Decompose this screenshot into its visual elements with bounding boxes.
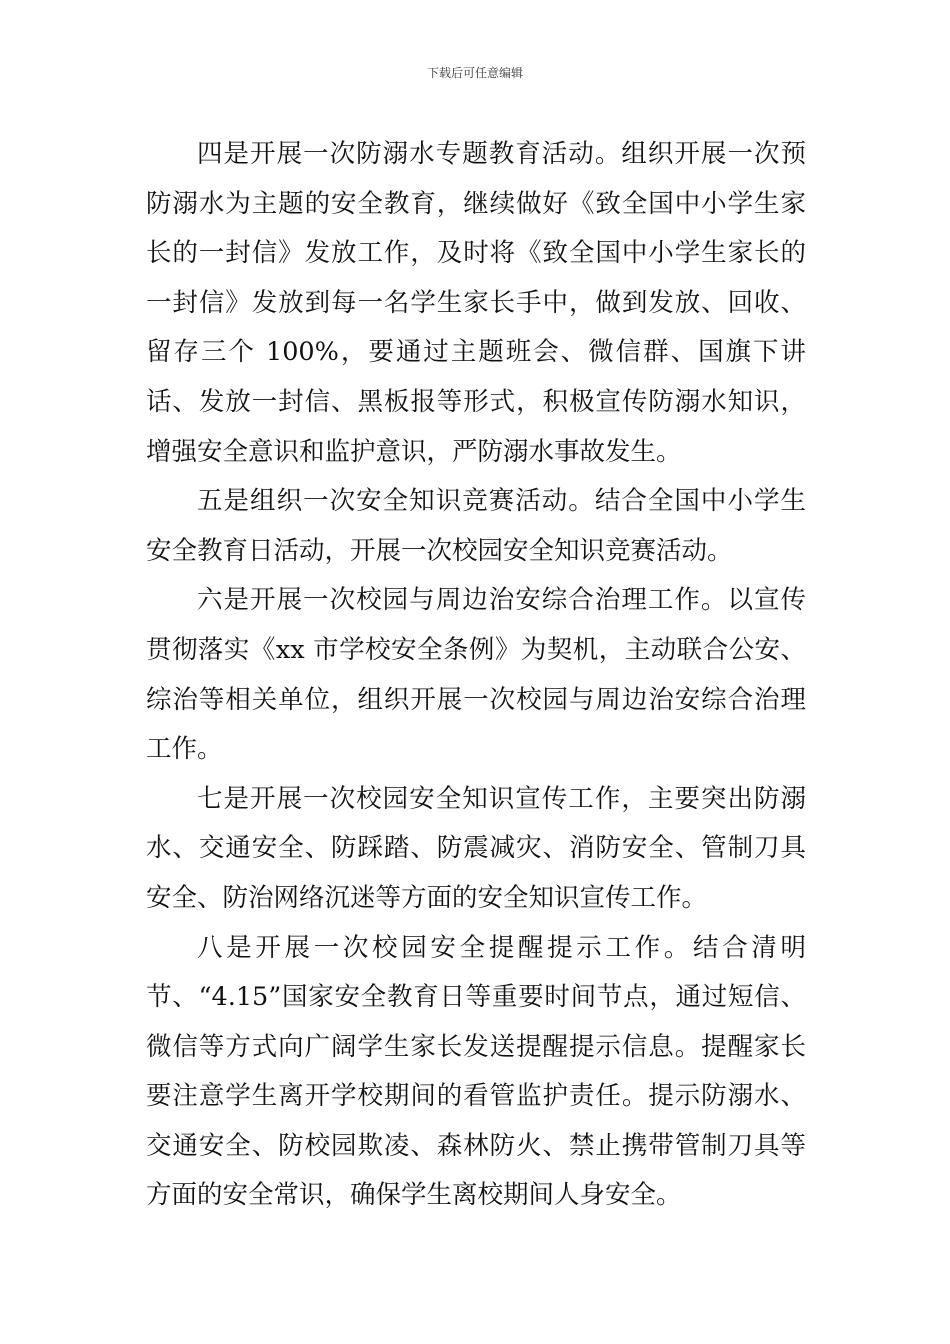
- paragraph-7: 七是开展一次校园安全知识宣传工作，主要突出防溺水、交通安全、防踩踏、防震减灾、消防安全、管制刀具安全、防治网络沉迷等方面的安全知识宣传工作。: [146, 783, 806, 913]
- document-body: [146, 130, 806, 1221]
- page-header: 下载后可任意编辑: [426, 66, 523, 80]
- paragraph-5: 五是组织一次安全知识竞赛活动。结合全国中小学生安全教育日活动，开展一次校园安全知识竞赛活动。: [146, 486, 806, 566]
- paragraph-4: 四是开展一次防溺水专题教育活动。组织开展一次预防溺水为主题的安全教育，继续做好《致全国中小学生家长的一封信》发放工作，及时将《致全国中小学生家长的一封信》发放到每一名学生家长手中，做到发放、回收、留存三个 100%，要通过主题班会、微信群、国旗下讲话、发放一封信、黑板报等形式，积极宣传防溺水知识，增强安全意识和监护意识，严防溺水事故发生。: [146, 139, 806, 467]
- paragraph-8: 八是开展一次校园安全提醒提示工作。结合清明节、“4.15”国家安全教育日等重要时间节点，通过短信、微信等方式向广阔学生家长发送提醒提示信息。提醒家长要注意学生离开学校期间的看管监护责任。提示防溺水、交通安全、防校园欺凌、森林防火、禁止携带管制刀具等方面的安全常识，确保学生离校期间人身安全。: [146, 932, 806, 1211]
- paragraph-6: 六是开展一次校园与周边治安综合治理工作。以宣传贯彻落实《xx 市学校安全条例》为契机，主动联合公安、综治等相关单位，组织开展一次校园与周边治安综合治理工作。: [146, 585, 806, 765]
